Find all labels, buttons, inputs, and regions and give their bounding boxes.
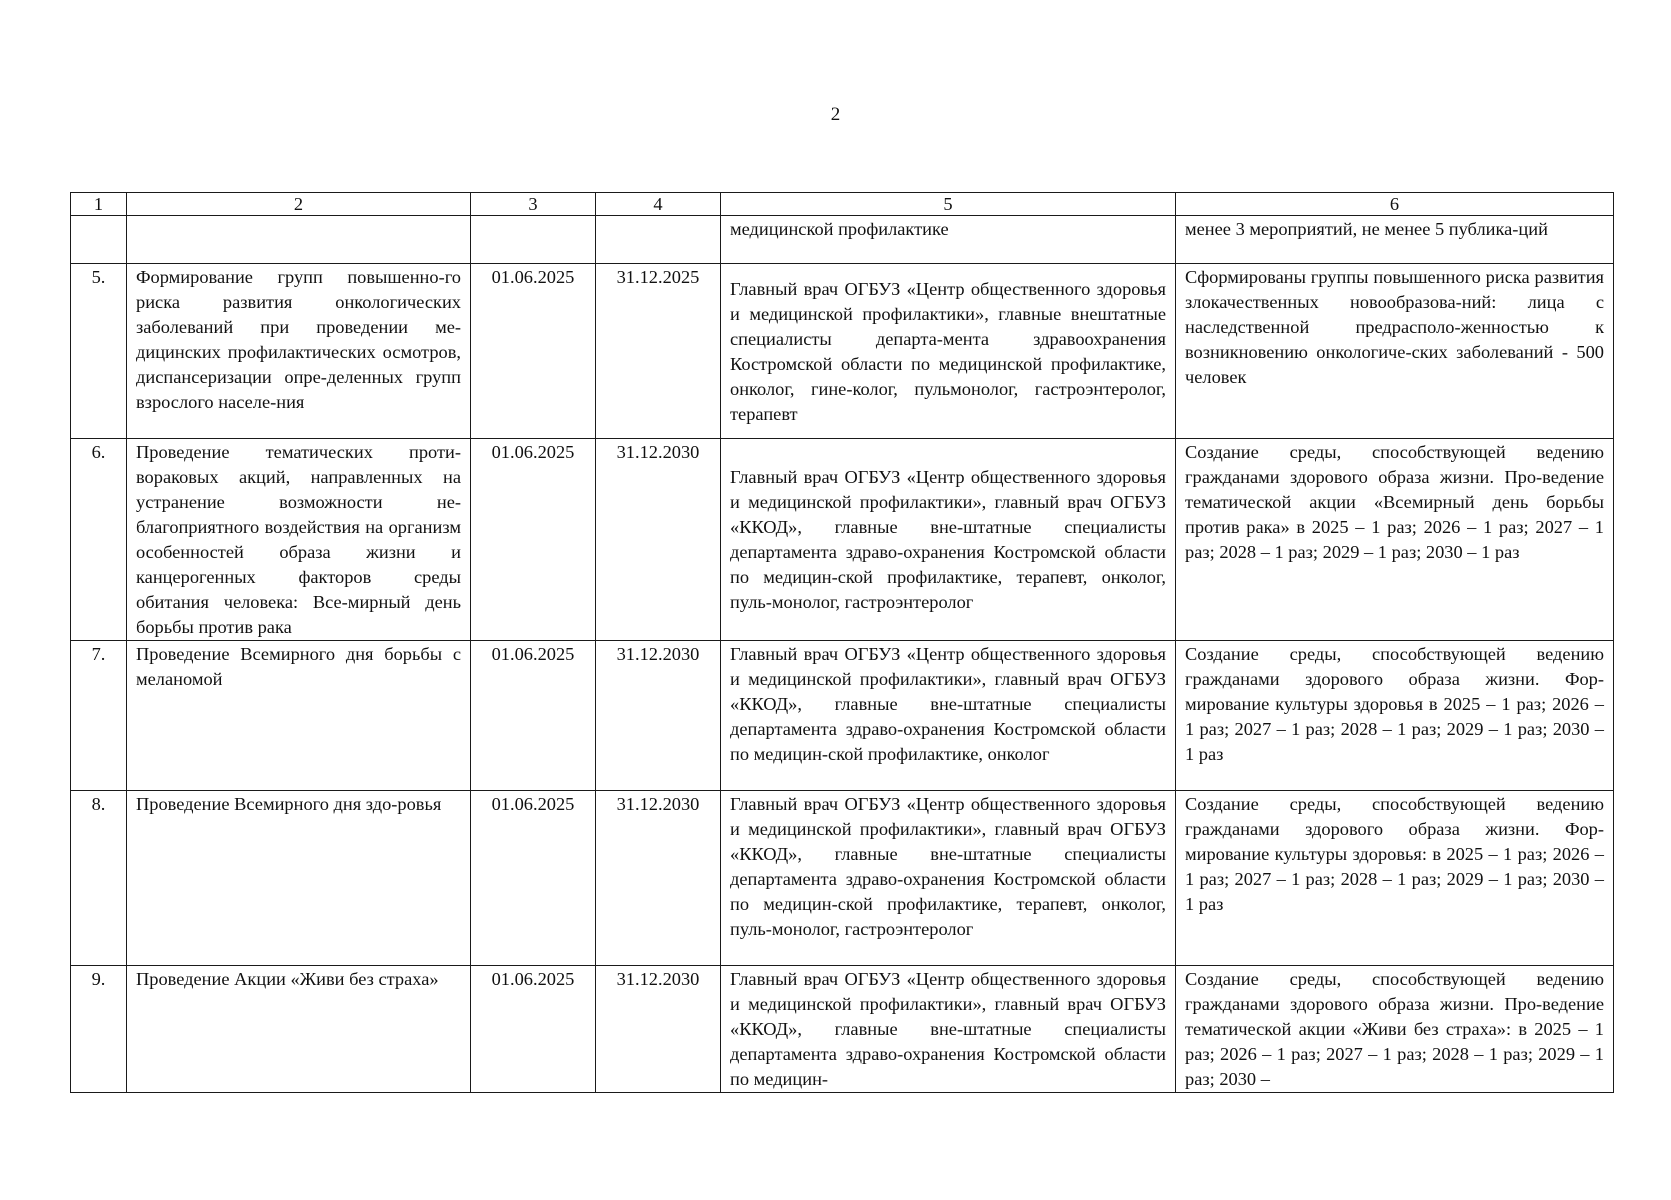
result-cell: Создание среды, способствующей ведению гражданами здорового образа жизни. Фор-мирование культуры здоровья в 2025 – 1 раз; 2026 – 1 раз; 2027 – 1 раз; 2028 – 1 раз; 2029 – 1 раз; 2030 – 1 раз xyxy=(1176,641,1614,791)
activity-name: Проведение Всемирного дня борьбы с меланомой xyxy=(127,641,471,791)
responsible-cell: Главный врач ОГБУЗ «Центр общественного здоровья и медицинской профилактики», главный врач ОГБУЗ «ККОД», главные вне-штатные специалисты департамента здраво-охранения Костромской области по медицин- xyxy=(721,966,1176,1093)
row-number: 8. xyxy=(71,791,127,966)
start-date: 01.06.2025 xyxy=(471,439,596,641)
start-date: 01.06.2025 xyxy=(471,641,596,791)
responsible-cell: Главный врач ОГБУЗ «Центр общественного здоровья и медицинской профилактики», главный врач ОГБУЗ «ККОД», главные вне-штатные специалисты департамента здраво-охранения Костромской области по медицин-ской профилактике, терапевт, онколог, пуль-монолог, гастроэнтеролог xyxy=(721,439,1176,641)
row-number: 5. xyxy=(71,264,127,439)
activity-name: Проведение тематических проти-вораковых акций, направленных на устранение возможности не-благоприятного воздействия на организм особенностей образа жизни и канцерогенных факторов среды обитания человека: Все-мирный день борьбы против рака xyxy=(127,439,471,641)
responsible-cell: Главный врач ОГБУЗ «Центр общественного здоровья и медицинской профилактики», главные внештатные специалисты департа-мента здравоохранения Костромской области по медицинской профилактике, онколог, гине-колог, пульмонолог, гастроэнтеролог, терапевт xyxy=(721,264,1176,439)
start-date: 01.06.2025 xyxy=(471,264,596,439)
responsible-cell: Главный врач ОГБУЗ «Центр общественного здоровья и медицинской профилактики», главный врач ОГБУЗ «ККОД», главные вне-штатные специалисты департамента здраво-охранения Костромской области по медицин-ской профилактике, терапевт, онколог, пуль-монолог, гастроэнтеролог xyxy=(721,791,1176,966)
end-date: 31.12.2030 xyxy=(596,641,721,791)
result-cell: Создание среды, способствующей ведению гражданами здорового образа жизни. Про-ведение тематической акции «Всемирный день борьбы против рака» в 2025 – 1 раз; 2026 – 1 раз; 2027 – 1 раз; 2028 – 1 раз; 2029 – 1 раз; 2030 – 1 раз xyxy=(1176,439,1614,641)
column-number: 1 xyxy=(71,193,127,216)
row-number: 7. xyxy=(71,641,127,791)
column-number: 5 xyxy=(721,193,1176,216)
column-number-row xyxy=(71,193,1614,216)
row-number: 6. xyxy=(71,439,127,641)
responsible-cell: медицинской профилактике xyxy=(721,216,1176,264)
empty-cell xyxy=(596,216,721,264)
activity-name: Проведение Акции «Живи без страха» xyxy=(127,966,471,1093)
end-date: 31.12.2030 xyxy=(596,439,721,641)
table-row xyxy=(71,966,1614,1093)
empty-cell xyxy=(71,216,127,264)
table-row xyxy=(71,641,1614,791)
result-cell: Сформированы группы повышенного риска развития злокачественных новообразова-ний: лица с наследственной предрасполо-женностью к возникновению онкологиче-ских заболеваний - 500 человек xyxy=(1176,264,1614,439)
activity-name: Проведение Всемирного дня здо-ровья xyxy=(127,791,471,966)
table-row xyxy=(71,791,1614,966)
page-number: 2 xyxy=(830,104,841,125)
start-date: 01.06.2025 xyxy=(471,791,596,966)
end-date: 31.12.2030 xyxy=(596,791,721,966)
table-row xyxy=(71,439,1614,641)
column-number: 3 xyxy=(471,193,596,216)
activity-plan-table xyxy=(70,192,1614,1093)
column-number: 2 xyxy=(127,193,471,216)
end-date: 31.12.2025 xyxy=(596,264,721,439)
result-cell: менее 3 мероприятий, не менее 5 публика-ций xyxy=(1176,216,1614,264)
start-date: 01.06.2025 xyxy=(471,966,596,1093)
end-date: 31.12.2030 xyxy=(596,966,721,1093)
empty-cell xyxy=(471,216,596,264)
row-number: 9. xyxy=(71,966,127,1093)
column-number: 6 xyxy=(1176,193,1614,216)
result-cell: Создание среды, способствующей ведению гражданами здорового образа жизни. Про-ведение тематической акции «Живи без страха»: в 2025 – 1 раз; 2026 – 1 раз; 2027 – 1 раз; 2028 – 1 раз; 2029 – 1 раз; 2030 – xyxy=(1176,966,1614,1093)
table-row xyxy=(71,264,1614,439)
empty-cell xyxy=(127,216,471,264)
responsible-cell: Главный врач ОГБУЗ «Центр общественного здоровья и медицинской профилактики», главный врач ОГБУЗ «ККОД», главные вне-штатные специалисты департамента здраво-охранения Костромской области по медицин-ской профилактике, онколог xyxy=(721,641,1176,791)
column-number: 4 xyxy=(596,193,721,216)
result-cell: Создание среды, способствующей ведению гражданами здорового образа жизни. Фор-мирование культуры здоровья: в 2025 – 1 раз; 2026 – 1 раз; 2027 – 1 раз; 2028 – 1 раз; 2029 – 1 раз; 2030 – 1 раз xyxy=(1176,791,1614,966)
activity-name: Формирование групп повышенно-го риска развития онкологических заболеваний при проведении ме-дицинских профилактических осмотров, диспансеризации опре-деленных групп взрослого населе-ния xyxy=(127,264,471,439)
continuation-row xyxy=(71,216,1614,264)
